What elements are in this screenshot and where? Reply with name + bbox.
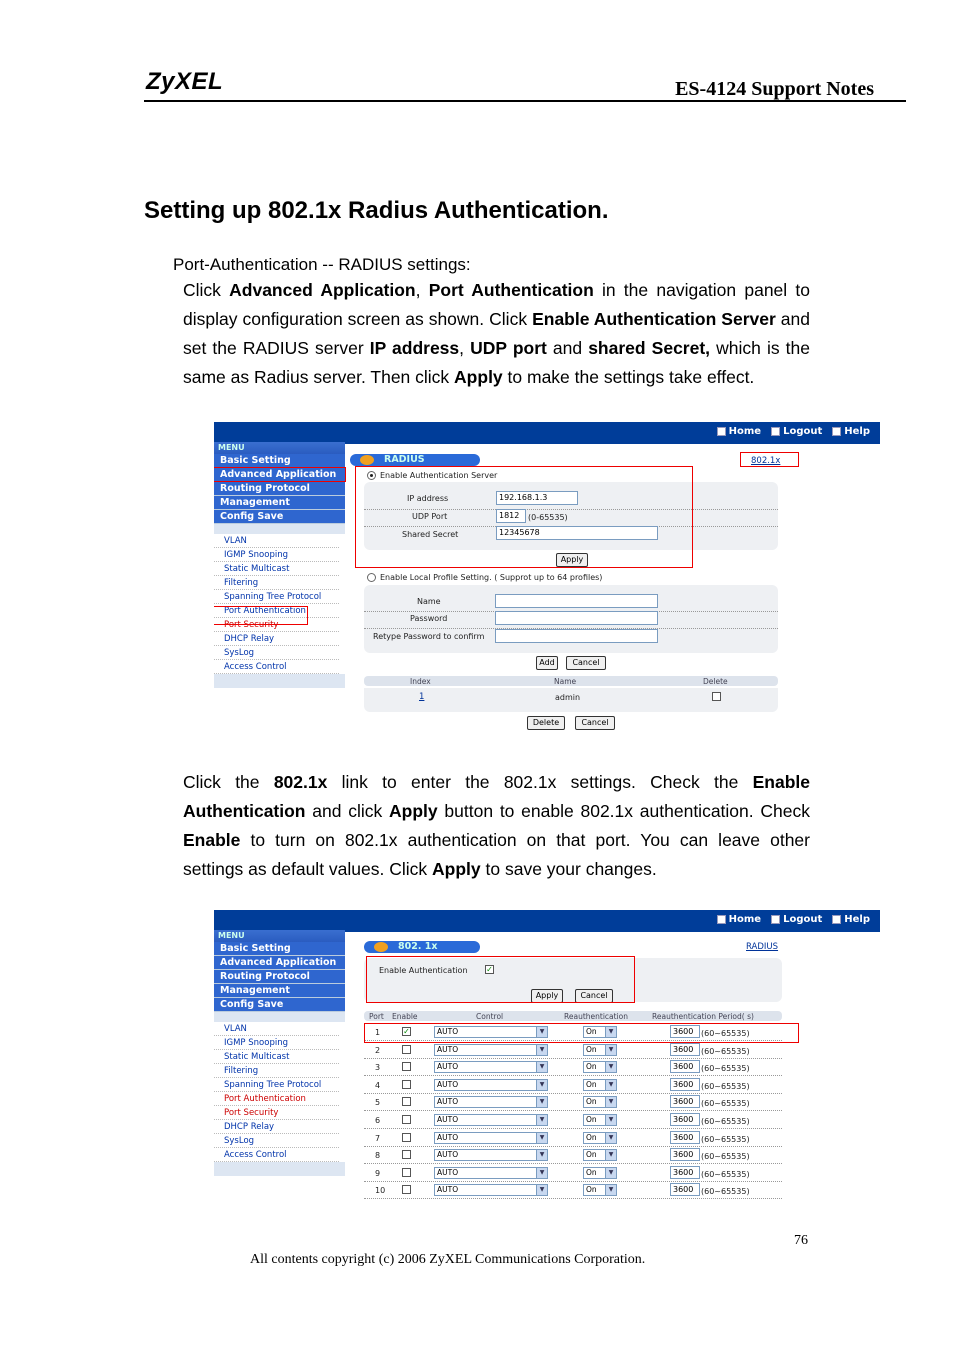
period-range: (60~65535): [701, 1134, 750, 1144]
sub-port-authentication[interactable]: Port Authentication: [214, 1092, 339, 1106]
port-enable-checkbox[interactable]: ✓: [403, 1027, 410, 1036]
dot1x-screenshot: [214, 910, 880, 1200]
menu-gap: [214, 524, 345, 534]
reauth-value: On: [586, 1079, 597, 1089]
add-button[interactable]: Add: [536, 656, 558, 670]
reauth-value: On: [586, 1132, 597, 1142]
sub-static-multicast[interactable]: Static Multicast: [214, 562, 339, 576]
sub-filtering[interactable]: Filtering: [214, 576, 339, 590]
sub-dhcp-relay[interactable]: DHCP Relay: [214, 632, 339, 646]
reauth-value: On: [586, 1097, 597, 1107]
help-link[interactable]: Help: [832, 426, 870, 437]
col-period: Reauthentication Period( s): [652, 1012, 754, 1021]
cancel-delete-button[interactable]: Cancel: [575, 716, 615, 730]
logout-icon: [771, 915, 780, 924]
highlight-port-1: [364, 1023, 799, 1043]
port-number: 8: [375, 1151, 381, 1161]
chevron-down-icon: ▼: [605, 1027, 616, 1037]
delete-button[interactable]: Delete: [527, 716, 565, 730]
header-rule: [144, 100, 906, 102]
chevron-down-icon: ▼: [605, 1115, 616, 1125]
port-enable-checkbox[interactable]: [402, 1168, 411, 1177]
sub-syslog[interactable]: SysLog: [214, 1134, 339, 1148]
page-number: 76: [794, 1233, 808, 1248]
sub-dhcp-relay[interactable]: DHCP Relay: [214, 1120, 339, 1134]
help-link[interactable]: Help: [832, 914, 870, 925]
row-divider: [364, 1181, 782, 1182]
row-divider: [364, 1058, 782, 1059]
tab-dot-icon: [374, 942, 388, 952]
highlight-server-settings: [355, 466, 693, 568]
control-value: AUTO: [437, 1079, 459, 1089]
period-range: (60~65535): [701, 1117, 750, 1126]
period-input[interactable]: 3600: [670, 1025, 700, 1038]
control-select[interactable]: [434, 1167, 548, 1179]
sub-access-control[interactable]: Access Control: [214, 1148, 339, 1162]
col-delete: Delete: [703, 677, 728, 686]
menu-bottom: [214, 674, 345, 688]
port-number: 1: [375, 1028, 381, 1037]
col-enable: Enable: [392, 1012, 418, 1021]
control-value: AUTO: [437, 1097, 459, 1107]
chevron-down-icon: ▼: [536, 1133, 547, 1143]
enable-auth-checkbox[interactable]: ✓: [486, 965, 493, 974]
period-input[interactable]: 3600: [670, 1148, 700, 1161]
port-enable-checkbox[interactable]: [402, 1115, 411, 1124]
control-select[interactable]: [434, 1149, 548, 1161]
sub-access-control[interactable]: Access Control: [214, 660, 339, 674]
chevron-down-icon: ▼: [605, 1168, 616, 1178]
col-port: Port: [369, 1012, 384, 1021]
sub-port-security[interactable]: Port Security: [214, 1106, 339, 1120]
period-range: (60~65535): [701, 1029, 750, 1038]
radius-tab: RADIUS: [350, 454, 480, 466]
port-number: 9: [375, 1168, 381, 1178]
help-icon: [832, 427, 841, 436]
chevron-down-icon: ▼: [605, 1080, 616, 1090]
period-range: (60~65535): [701, 1046, 750, 1056]
cancel-button[interactable]: Cancel: [575, 989, 613, 1003]
period-input[interactable]: 3600: [670, 1043, 700, 1056]
period-range: (60~65535): [701, 1064, 750, 1074]
col-control: Control: [476, 1012, 504, 1021]
menu-config-save[interactable]: Config Save: [214, 510, 345, 524]
dot1x-tab: 802. 1x: [364, 941, 480, 953]
chevron-down-icon: ▼: [605, 1045, 616, 1055]
chevron-down-icon: ▼: [605, 1097, 616, 1107]
enable-local-radio[interactable]: [367, 573, 376, 582]
port-enable-checkbox[interactable]: [402, 1080, 411, 1089]
secret-label: Shared Secret: [402, 530, 459, 539]
period-input[interactable]: 3600: [670, 1113, 700, 1126]
row-divider: [364, 1146, 782, 1147]
reauth-value: On: [586, 1027, 597, 1036]
subtitle: Port-Authentication -- RADIUS settings:: [173, 255, 471, 274]
apply-button[interactable]: Apply: [531, 989, 563, 1003]
sub-spanning-tree[interactable]: Spanning Tree Protocol: [214, 590, 339, 604]
highlight-802-1x-link: [740, 452, 799, 467]
period-range: (60~65535): [701, 1169, 750, 1179]
sub-spanning-tree[interactable]: Spanning Tree Protocol: [214, 1078, 339, 1092]
control-select[interactable]: [434, 1184, 548, 1196]
menu-header: MENU: [214, 442, 345, 454]
home-link[interactable]: Home: [717, 914, 761, 925]
profile-name: admin: [555, 693, 581, 702]
port-enable-checkbox[interactable]: [402, 1133, 411, 1142]
control-select[interactable]: [434, 1096, 548, 1108]
enable-server-label: Enable Authentication Server: [380, 471, 498, 480]
reauth-select[interactable]: [583, 1061, 617, 1073]
menu-header: MENU: [214, 930, 345, 942]
chevron-down-icon: ▼: [536, 1045, 547, 1055]
menu-routing-protocol[interactable]: Routing Protocol: [214, 482, 345, 496]
name-input[interactable]: [495, 594, 658, 608]
cancel-button[interactable]: Cancel: [566, 656, 606, 670]
chevron-down-icon: ▼: [605, 1185, 616, 1195]
port-number: 10: [375, 1186, 386, 1196]
sub-igmp-snooping[interactable]: IGMP Snooping: [214, 1036, 339, 1050]
reauth-value: On: [586, 1150, 597, 1160]
reauth-select[interactable]: [583, 1079, 617, 1091]
logout-link[interactable]: Logout: [771, 914, 822, 925]
control-value: AUTO: [437, 1115, 459, 1124]
menu-bottom: [214, 1162, 345, 1176]
profile-delete-checkbox[interactable]: [712, 692, 721, 701]
top-bar-2: [214, 910, 880, 932]
chevron-down-icon: ▼: [605, 1133, 616, 1143]
col-reauthentication: Reauthentication: [564, 1012, 629, 1021]
instruction-paragraph-1: Click Advanced Application, Port Authentication in the navigation panel to display configuration screen as shown. Click Enable Authentication Server and set the RADIUS server IP address, UDP port and shared Secret, which is the same as Radius server. Then click Apply to make the settings take effect.: [183, 280, 810, 387]
logout-link[interactable]: Logout: [771, 426, 822, 437]
control-select[interactable]: [434, 1044, 548, 1056]
enable-local-label: Enable Local Profile Setting. ( Supprot up to 64 profiles): [380, 573, 603, 582]
period-range: (60~65535): [701, 1152, 750, 1162]
period-range: (60~65535): [701, 1081, 750, 1091]
period-input[interactable]: 3600: [670, 1095, 700, 1108]
enable-auth-label: Enable Authentication: [379, 966, 468, 975]
control-value: AUTO: [437, 1150, 459, 1160]
udp-label: UDP Port: [412, 512, 448, 521]
chevron-down-icon: ▼: [536, 1097, 547, 1107]
radius-screenshot: [214, 422, 880, 736]
password-input[interactable]: [495, 611, 658, 625]
menu-advanced-application[interactable]: Advanced Application: [214, 468, 345, 482]
control-value: AUTO: [437, 1167, 459, 1177]
period-input[interactable]: 3600: [670, 1183, 700, 1196]
menu-management[interactable]: Management: [214, 496, 345, 510]
row-divider: [364, 1110, 782, 1111]
footer-copyright: All contents copyright (c) 2006 ZyXEL Communications Corporation.: [250, 1252, 646, 1267]
period-range: (60~65535): [701, 1187, 750, 1197]
control-value: AUTO: [437, 1044, 459, 1054]
top-bar: [214, 422, 880, 444]
chevron-down-icon: ▼: [536, 1027, 547, 1037]
reauth-select[interactable]: [583, 1184, 617, 1196]
control-value: AUTO: [437, 1132, 459, 1142]
apply-button[interactable]: Apply: [556, 553, 588, 567]
control-select[interactable]: [434, 1114, 548, 1126]
ip-label: IP address: [407, 494, 449, 503]
udp-range: (0-65535): [528, 513, 568, 522]
control-value: AUTO: [437, 1027, 459, 1036]
control-value: AUTO: [437, 1185, 459, 1195]
reauth-select[interactable]: [583, 1044, 617, 1056]
highlight-advanced-application: [214, 467, 346, 482]
password-label: Password: [410, 614, 448, 623]
control-select[interactable]: [434, 1132, 548, 1144]
nav-menu-2: [214, 930, 345, 1176]
port-number: 6: [375, 1116, 381, 1125]
sub-filtering[interactable]: Filtering: [214, 1064, 339, 1078]
instruction-paragraph-2: Click the 802.1x link to enter the 802.1x settings. Check the Enable Authentication and click Apply button to enable 802.1x authentication. Check Enable to turn on 802.1x authentication on that port. You can leave other settings as default values. Click Apply to save your changes.: [183, 772, 810, 879]
col-index: Index: [410, 677, 431, 686]
sub-static-multicast[interactable]: Static Multicast: [214, 1050, 339, 1064]
control-value: AUTO: [437, 1062, 459, 1072]
udp-input[interactable]: 1812: [496, 509, 526, 523]
header-title: ES-4124 Support Notes: [675, 78, 874, 100]
zyxel-logo: ZyXEL: [146, 68, 224, 95]
name-label: Name: [417, 597, 441, 606]
port-enable-checkbox[interactable]: [402, 1097, 411, 1106]
menu-gap: [214, 1012, 345, 1022]
help-icon: [832, 915, 841, 924]
profile-index-link[interactable]: 1: [419, 692, 425, 702]
chevron-down-icon: ▼: [605, 1150, 616, 1160]
port-number: 4: [375, 1080, 381, 1090]
home-icon: [717, 427, 726, 436]
port-enable-checkbox[interactable]: [402, 1045, 411, 1054]
sub-port-security[interactable]: Port Security: [214, 618, 339, 632]
reauth-value: On: [586, 1044, 597, 1054]
menu-basic-setting[interactable]: Basic Setting: [214, 942, 345, 956]
reauth-select[interactable]: [583, 1114, 617, 1126]
chevron-down-icon: ▼: [536, 1168, 547, 1178]
reauth-select[interactable]: [583, 1167, 617, 1179]
reauth-select[interactable]: [583, 1149, 617, 1161]
sub-igmp-snooping[interactable]: IGMP Snooping: [214, 548, 339, 562]
port-number: 3: [375, 1063, 381, 1073]
chevron-down-icon: ▼: [536, 1062, 547, 1072]
chevron-down-icon: ▼: [536, 1185, 547, 1195]
port-enable-checkbox[interactable]: [402, 1062, 411, 1071]
highlight-port-authentication: [214, 606, 308, 625]
retype-label: Retype Password to confirm: [373, 632, 485, 641]
control-select[interactable]: [434, 1079, 548, 1091]
home-icon: [717, 915, 726, 924]
port-enable-checkbox[interactable]: [402, 1185, 411, 1194]
chevron-down-icon: ▼: [536, 1150, 547, 1160]
period-input[interactable]: 3600: [670, 1078, 700, 1091]
radius-link[interactable]: RADIUS: [746, 942, 779, 952]
menu-basic-setting[interactable]: Basic Setting: [214, 454, 345, 468]
control-select[interactable]: [434, 1061, 548, 1073]
period-range: (60~65535): [701, 1099, 750, 1109]
period-input[interactable]: 3600: [670, 1166, 700, 1179]
menu-advanced-application[interactable]: Advanced Application: [214, 956, 345, 970]
row-divider: [364, 1093, 782, 1094]
ip-input[interactable]: 192.168.1.3: [496, 491, 578, 505]
reauth-select[interactable]: [583, 1096, 617, 1108]
row-divider: [364, 1163, 782, 1164]
menu-config-save[interactable]: Config Save: [214, 998, 345, 1012]
sub-syslog[interactable]: SysLog: [214, 646, 339, 660]
home-link[interactable]: Home: [717, 426, 761, 437]
row-divider: [364, 1128, 782, 1129]
highlight-enable-auth: [366, 956, 635, 1003]
sub-vlan[interactable]: VLAN: [214, 534, 339, 548]
reauth-value: On: [586, 1167, 597, 1177]
port-number: 7: [375, 1133, 381, 1143]
row-divider: [364, 1198, 782, 1199]
chevron-down-icon: ▼: [605, 1062, 616, 1072]
reauth-value: On: [586, 1062, 597, 1072]
secret-input[interactable]: 12345678: [496, 526, 658, 540]
row-divider: [364, 1075, 782, 1076]
section-title: Setting up 802.1x Radius Authentication.: [144, 197, 609, 224]
sub-vlan[interactable]: VLAN: [214, 1022, 339, 1036]
menu-management[interactable]: Management: [214, 984, 345, 998]
sub-port-authentication[interactable]: Port Authentication: [214, 604, 339, 618]
reauth-select[interactable]: [583, 1132, 617, 1144]
retype-input[interactable]: [495, 629, 658, 643]
link-802-1x[interactable]: 802.1x: [751, 456, 781, 466]
tab-dot-icon: [360, 455, 374, 465]
col-name: Name: [554, 677, 577, 686]
reauth-value: On: [586, 1115, 597, 1124]
logout-icon: [771, 427, 780, 436]
chevron-down-icon: ▼: [536, 1115, 547, 1125]
port-number: 5: [375, 1098, 381, 1108]
chevron-down-icon: ▼: [536, 1080, 547, 1090]
period-input[interactable]: 3600: [670, 1060, 700, 1073]
port-number: 2: [375, 1045, 381, 1055]
menu-routing-protocol[interactable]: Routing Protocol: [214, 970, 345, 984]
period-input[interactable]: 3600: [670, 1131, 700, 1144]
reauth-value: On: [586, 1185, 597, 1195]
port-enable-checkbox[interactable]: [402, 1150, 411, 1159]
